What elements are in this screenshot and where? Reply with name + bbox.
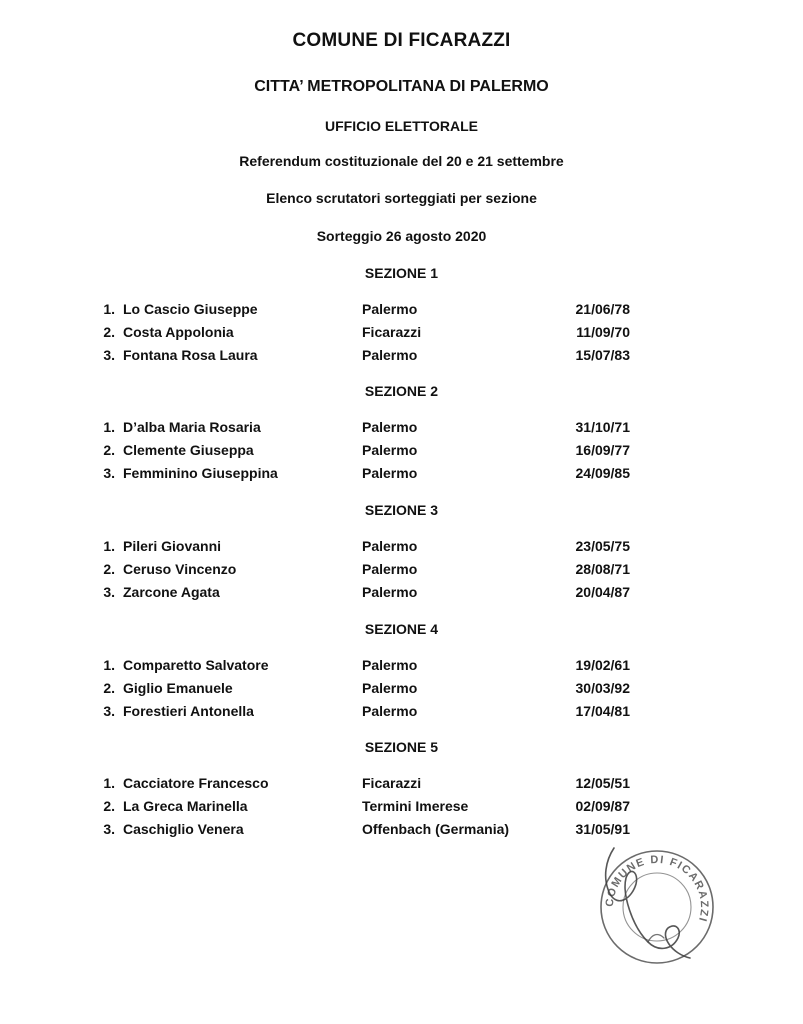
row-name: Caschiglio Venera: [123, 821, 244, 837]
row-number: 3.: [103, 703, 115, 719]
table-row: [0, 561, 803, 581]
row-name: Zarcone Agata: [123, 584, 220, 600]
row-name: Pileri Giovanni: [123, 538, 222, 554]
row-number: 2.: [103, 324, 115, 340]
row-city: Palermo: [362, 680, 418, 696]
table-row: [0, 347, 803, 367]
table-row: [0, 775, 803, 795]
row-city: Palermo: [362, 561, 418, 577]
row-date: 20/04/87: [575, 584, 630, 600]
row-number: 3.: [103, 347, 115, 363]
row-date: 23/05/75: [575, 538, 630, 554]
row-number: 2.: [103, 680, 115, 696]
table-row: [0, 680, 803, 700]
row-number: 1.: [103, 538, 115, 554]
section-title: SEZIONE 4: [364, 621, 439, 637]
row-name: Fontana Rosa Laura: [123, 347, 258, 363]
row-number: 3.: [103, 821, 115, 837]
row-date: 31/05/91: [575, 821, 630, 837]
table-row: [0, 584, 803, 604]
row-city: Palermo: [362, 419, 418, 435]
row-date: 15/07/83: [575, 347, 630, 363]
row-name: Costa Appolonia: [123, 324, 234, 340]
row-city: Palermo: [362, 347, 418, 363]
row-name: Clemente Giuseppa: [123, 442, 254, 458]
row-number: 3.: [103, 465, 115, 481]
row-number: 2.: [103, 561, 115, 577]
row-city: Ficarazzi: [362, 775, 422, 791]
row-date: 11/09/70: [576, 324, 630, 340]
row-number: 1.: [103, 301, 115, 317]
table-row: [0, 538, 803, 558]
row-date: 19/02/61: [575, 657, 630, 673]
svg-text:COMUNE DI FICARAZZI: COMUNE DI FICARAZZI: [603, 853, 711, 924]
row-date: 28/08/71: [575, 561, 630, 577]
table-row: [0, 821, 803, 841]
row-number: 3.: [103, 584, 115, 600]
table-row: [0, 442, 803, 462]
row-name: La Greca Marinella: [123, 798, 248, 814]
official-seal-icon: [592, 842, 722, 972]
row-name: D’alba Maria Rosaria: [123, 419, 261, 435]
row-city: Palermo: [362, 657, 418, 673]
row-city: Palermo: [362, 301, 418, 317]
table-row: [0, 324, 803, 344]
row-city: Ficarazzi: [362, 324, 422, 340]
row-date: 12/05/51: [575, 775, 630, 791]
row-name: Forestieri Antonella: [123, 703, 254, 719]
citta-metropolitana-title: CITTA’ METROPOLITANA DI PALERMO: [254, 78, 549, 95]
table-row: [0, 798, 803, 818]
ufficio-title: UFFICIO ELETTORALE: [325, 118, 478, 134]
sorteggio-date: Sorteggio 26 agosto 2020: [316, 228, 487, 244]
row-name: Lo Cascio Giuseppe: [123, 301, 258, 317]
section-title: SEZIONE 3: [364, 502, 439, 518]
row-name: Femminino Giuseppina: [123, 465, 278, 481]
referendum-subtitle: Referendum costituzionale del 20 e 21 settembre: [239, 153, 564, 169]
row-date: 17/04/81: [575, 703, 630, 719]
table-row: [0, 703, 803, 723]
row-name: Ceruso Vincenzo: [123, 561, 237, 577]
table-row: [0, 465, 803, 485]
section-title: SEZIONE 2: [364, 383, 439, 399]
row-city: Palermo: [362, 538, 418, 554]
row-date: 24/09/85: [575, 465, 630, 481]
row-date: 02/09/87: [575, 798, 630, 814]
row-city: Palermo: [362, 584, 418, 600]
row-number: 1.: [103, 419, 115, 435]
row-city: Palermo: [362, 703, 418, 719]
row-date: 16/09/77: [575, 442, 630, 458]
table-row: [0, 419, 803, 439]
row-date: 21/06/78: [575, 301, 630, 317]
row-city: Termini Imerese: [362, 798, 469, 814]
row-number: 1.: [103, 775, 115, 791]
row-city: Offenbach (Germania): [362, 821, 510, 837]
row-city: Palermo: [362, 465, 418, 481]
row-number: 1.: [103, 657, 115, 673]
row-number: 2.: [103, 442, 115, 458]
row-city: Palermo: [362, 442, 418, 458]
row-date: 31/10/71: [575, 419, 630, 435]
row-name: Cacciatore Francesco: [123, 775, 269, 791]
table-row: [0, 657, 803, 677]
row-date: 30/03/92: [575, 680, 630, 696]
row-number: 2.: [103, 798, 115, 814]
row-name: Giglio Emanuele: [123, 680, 233, 696]
section-title: SEZIONE 5: [364, 739, 439, 755]
comune-title: COMUNE DI FICARAZZI: [292, 30, 511, 51]
elenco-subtitle: Elenco scrutatori sorteggiati per sezione: [266, 190, 537, 206]
row-name: Comparetto Salvatore: [123, 657, 269, 673]
table-row: [0, 301, 803, 321]
section-title: SEZIONE 1: [364, 265, 439, 281]
